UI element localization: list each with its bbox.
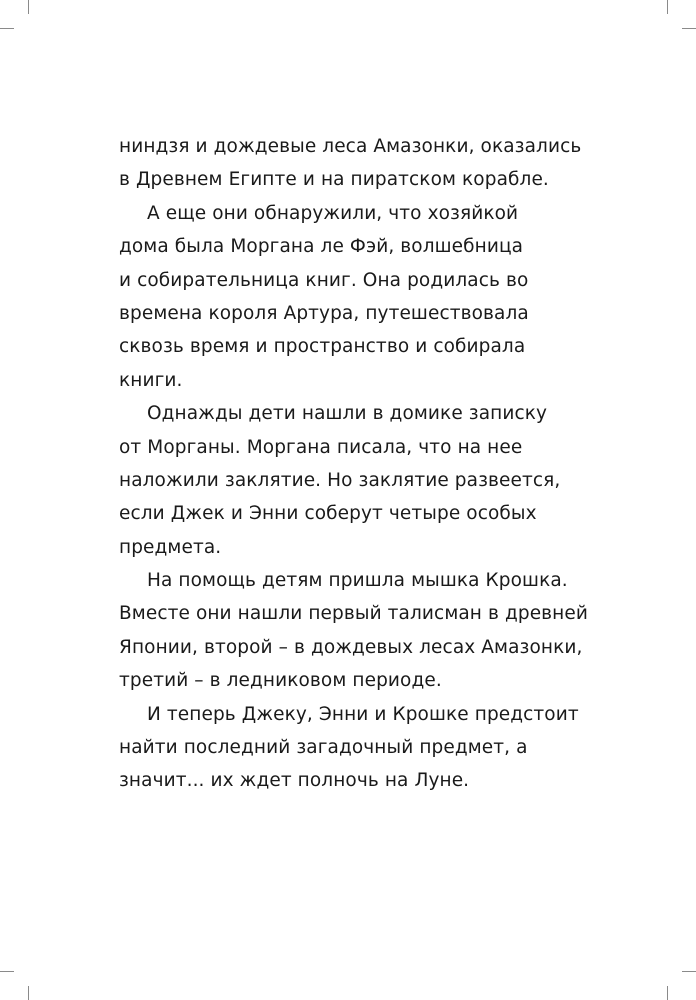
text-line: Вместе они нашли первый талисман в древней — [119, 603, 588, 625]
text-line: Японии, второй – в дождевых лесах Амазонки, — [119, 636, 583, 658]
text-line: найти последний загадочный предмет, а — [119, 737, 528, 759]
text-line: ниндзя и дождевые леса Амазонки, оказались — [119, 136, 582, 157]
text-line: времена короля Артура, путешествовала — [119, 302, 529, 324]
crop-mark-bottom-right — [682, 971, 696, 972]
text-line: в Древнем Египте и на пиратском корабле. — [119, 169, 549, 191]
crop-mark-bottom-right-vertical — [667, 986, 668, 1000]
crop-mark-bottom-left-vertical — [28, 986, 29, 1000]
text-line: и собирательница книг. Она родилась во — [119, 269, 529, 291]
text-line: наложили заклятие. Но заклятие развеется, — [119, 469, 561, 491]
text-line: третий – в ледниковом периоде. — [119, 670, 442, 692]
text-line: от Морганы. Моргана писала, что на нее — [119, 436, 523, 458]
body-text — [119, 130, 589, 798]
text-line: значит... их ждет полночь на Луне. — [119, 770, 470, 792]
crop-mark-bottom-left — [0, 971, 14, 972]
crop-mark-top-left-vertical — [28, 0, 29, 14]
text-line: А еще они обнаружили, что хозяйкой — [147, 202, 519, 224]
text-line: предмета. — [119, 536, 222, 558]
text-line: если Джек и Энни соберут четыре особых — [119, 503, 537, 525]
text-line: И теперь Джеку, Энни и Крошке предстоит — [147, 703, 579, 725]
text-line: На помощь детям пришла мышка Крошка. — [147, 570, 568, 592]
crop-mark-top-right-vertical — [667, 0, 668, 14]
crop-mark-top-left — [0, 28, 14, 29]
crop-mark-top-right — [682, 28, 696, 29]
text-line: сквозь время и пространство и собирала — [119, 336, 526, 358]
text-line: Однажды дети нашли в домике записку — [147, 403, 548, 425]
text-line: книги. — [119, 369, 183, 391]
text-line: дома была Моргана ле Фэй, волшебница — [119, 236, 524, 258]
